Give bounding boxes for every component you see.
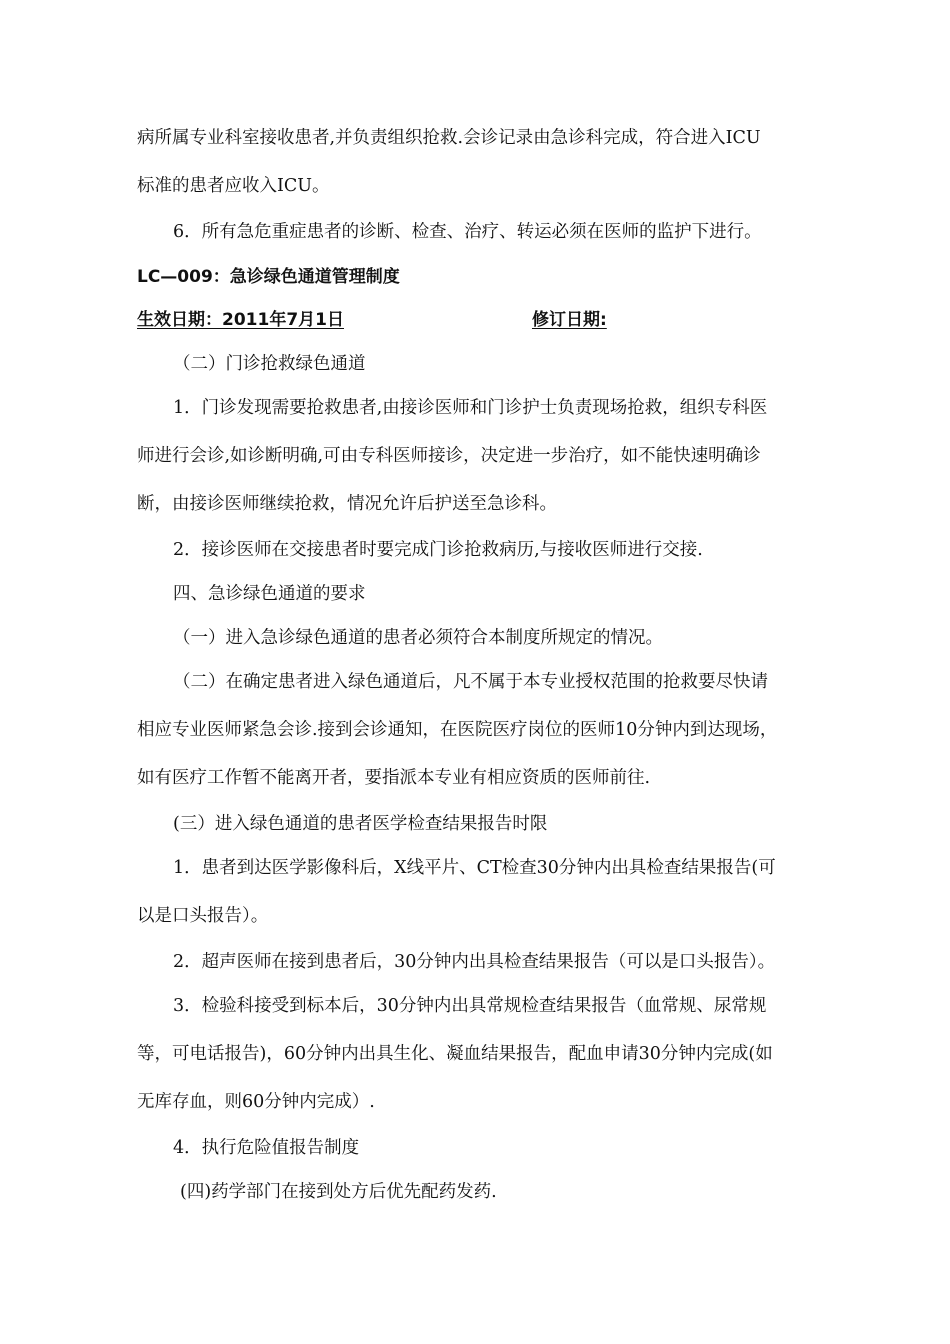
- paragraph-line: 无库存血，则60分钟内完成）.: [137, 1092, 375, 1112]
- paragraph-line: 1．患者到达医学影像科后，X线平片、CT检查30分钟内出具检查结果报告(可: [173, 858, 776, 878]
- date-row: [137, 308, 607, 332]
- paragraph-line: 如有医疗工作暂不能离开者，要指派本专业有相应资质的医师前往.: [137, 768, 651, 788]
- paragraph-line: 1．门诊发现需要抢救患者,由接诊医师和门诊护士负责现场抢救，组织专科医: [173, 398, 768, 418]
- paragraph-line: 等，可电话报告)，60分钟内出具生化、凝血结果报告，配血申请30分钟内完成(如: [137, 1044, 773, 1064]
- paragraph-line: 4．执行危险值报告制度: [173, 1138, 360, 1158]
- paragraph-line: （一）进入急诊绿色通道的患者必须符合本制度所规定的情况。: [173, 628, 663, 648]
- paragraph-line: 2．接诊医师在交接患者时要完成门诊抢救病历,与接收医师进行交接.: [173, 540, 703, 560]
- paragraph-line: 相应专业医师紧急会诊.接到会诊通知，在医院医疗岗位的医师10分钟内到达现场，: [137, 720, 778, 740]
- subsection-heading: (三）进入绿色通道的患者医学检查结果报告时限: [173, 814, 548, 834]
- paragraph-line: （二）在确定患者进入绿色通道后，凡不属于本专业授权范围的抢救要尽快请: [173, 672, 768, 692]
- paragraph-line: 3．检验科接受到标本后，30分钟内出具常规检查结果报告（血常规、尿常规: [173, 996, 767, 1016]
- paragraph-line: 师进行会诊,如诊断明确,可由专科医师接诊，决定进一步治疗，如不能快速明确诊: [137, 446, 761, 466]
- paragraph-line: 2．超声医师在接到患者后，30分钟内出具检查结果报告（可以是口头报告）。: [173, 952, 776, 972]
- paragraph-line: 病所属专业科室接收患者,并负责组织抢救.会诊记录由急诊科完成，符合进入ICU: [137, 128, 761, 148]
- subsection-heading: （二）门诊抢救绿色通道: [173, 354, 366, 374]
- section-heading: 四、急诊绿色通道的要求: [173, 584, 366, 604]
- paragraph-line: 6．所有急危重症患者的诊断、检查、治疗、转运必须在医师的监护下进行。: [173, 222, 762, 242]
- paragraph-line: 以是口头报告）。: [137, 906, 269, 926]
- revision-date: 修订日期:: [531, 310, 607, 330]
- paragraph-line: 标准的患者应收入ICU。: [137, 176, 330, 196]
- effective-date: 生效日期：2011年7月1日: [137, 310, 344, 330]
- subsection-heading: (四)药学部门在接到处方后优先配药发药.: [180, 1182, 497, 1202]
- section-title: LC—009：急诊绿色通道管理制度: [137, 267, 400, 287]
- paragraph-line: 断，由接诊医师继续抢救，情况允许后护送至急诊科。: [137, 494, 557, 514]
